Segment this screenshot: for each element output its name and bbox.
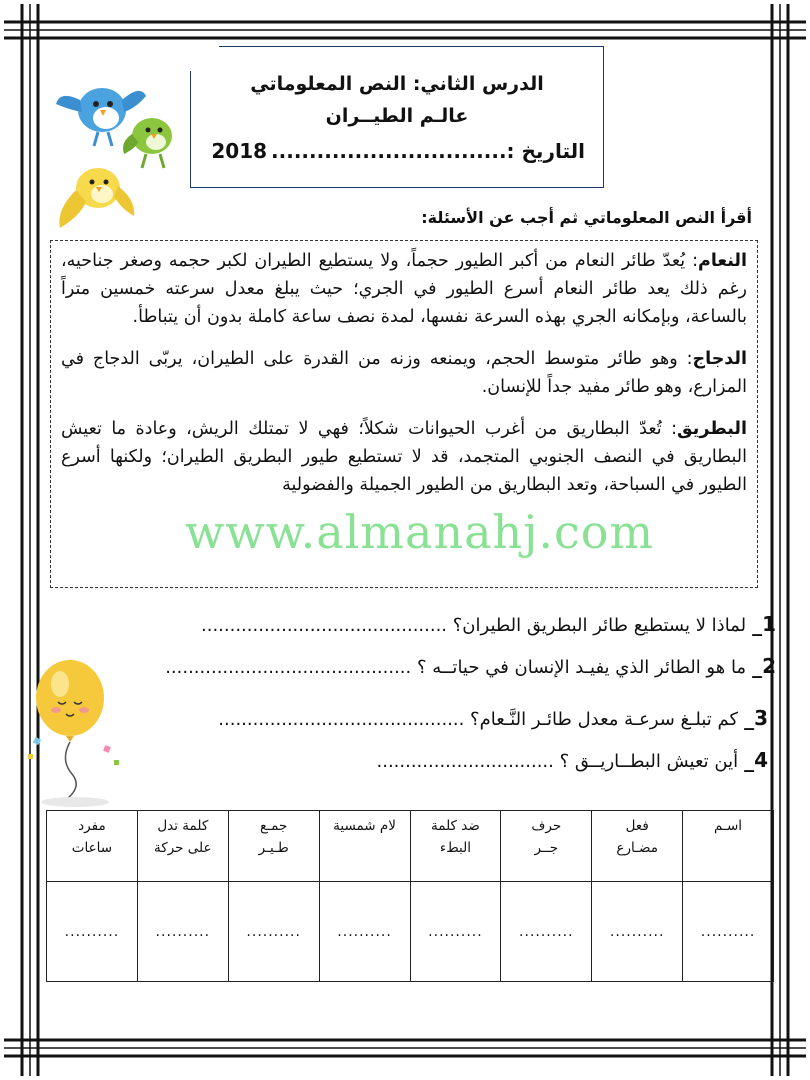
- term-ostrich: النعام: [698, 251, 747, 271]
- table-header-cell: اسـم: [683, 811, 774, 882]
- paragraph-penguin-text: : تُعدّ البطاريق من أغرب الحيوانات شكلاً؛ فهي لا تمتلك الريش، وعادة ما تعيش البطاريق في النصف الجنوبي المتجمد، قد لا تستطيع طيور البطريق الطيران؛ ولكنها أسرع الطيور في السباحة، وتعد البطاريق من الطيور الجميلة والفضولية: [61, 419, 747, 495]
- table-header-cell: مفرد ساعات: [47, 811, 138, 882]
- lesson-topic: عالـم الطيــران: [325, 105, 469, 127]
- birds-illustration: [50, 70, 200, 240]
- lesson-header-box: [190, 46, 604, 188]
- watermark: www.almanahj.com: [185, 505, 655, 559]
- grammar-table: [46, 810, 774, 982]
- paragraph-chicken: [61, 345, 747, 401]
- question-2-text[interactable]: ما هو الطائر الذي يفيـد الإنسان في حياتــه ؟ ...........................................: [165, 657, 747, 678]
- question-1-text[interactable]: لماذا لا يستطيع طائر البطريق الطيران؟ ...........................................: [201, 615, 747, 636]
- answer-cell[interactable]: ..........: [501, 882, 592, 982]
- date-year: 2018: [211, 139, 268, 163]
- question-1: [201, 612, 776, 636]
- table-header-cell: حرف جــر: [501, 811, 592, 882]
- date-label: التاريخ :...............................: [271, 139, 585, 163]
- paragraph-penguin: [61, 415, 747, 499]
- date-line: [211, 139, 585, 163]
- paragraph-ostrich-text: : يُعدّ طائر النعام من أكبر الطيور حجماً، ولا يستطيع الطيران لكبر حجمه وصغر جناحيه، رغم ذلك يعد طائر النعام أسرع الطيور في الجري؛ حيث يبلغ معدل سرعته خمسين متراً بالساعة، وبإمكانه الجري بهذه السرعة نفسها، لمدة نصف ساعة كاملة بدون أن يتباطأ.: [61, 251, 747, 327]
- lesson-title: الدرس الثاني: النص المعلوماتي: [250, 73, 544, 95]
- answer-cell[interactable]: ..........: [410, 882, 501, 982]
- question-4: [377, 748, 769, 772]
- question-2: [165, 654, 776, 678]
- table-header-row: [47, 811, 774, 882]
- table-header-cell: جمـع طـيـر: [228, 811, 319, 882]
- term-penguin: البطريق: [677, 419, 747, 439]
- table-header-cell: لام شمسية: [319, 811, 410, 882]
- instruction-text: أقرأ النص المعلوماتي ثم أجب عن الأسئلة:: [421, 208, 752, 227]
- answer-cell[interactable]: ..........: [592, 882, 683, 982]
- table-answer-row: [47, 882, 774, 982]
- question-2-number: 2_: [752, 654, 776, 678]
- yellow-bird-icon: [59, 168, 134, 228]
- paragraph-ostrich: [61, 247, 747, 331]
- paragraph-chicken-text: : وهو طائر متوسط الحجم، ويمنعه وزنه من القدرة على الطيران، يربّى الدجاج في المزارع، وهو طائر مفيد جداً للإنسان.: [61, 349, 747, 397]
- question-4-text[interactable]: أين تعيش البطــاريــق ؟ ...............................: [376, 751, 739, 772]
- answer-cell[interactable]: ..........: [47, 882, 138, 982]
- reading-passage: [50, 240, 758, 588]
- table-header-cell: كلمة تدل على حركة: [137, 811, 228, 882]
- answer-cell[interactable]: ..........: [137, 882, 228, 982]
- question-3-number: 3_: [744, 706, 768, 730]
- term-chicken: الدجاج: [692, 349, 747, 369]
- question-3: [218, 706, 768, 730]
- table-header-cell: فعل مضـارع: [592, 811, 683, 882]
- table-header-cell: ضد كلمة البطء: [410, 811, 501, 882]
- question-3-text[interactable]: كم تبلـغ سرعـة معدل طائـر النَّـعام؟ ...........................................: [218, 709, 739, 730]
- answer-cell[interactable]: ..........: [319, 882, 410, 982]
- question-4-number: 4_: [744, 748, 768, 772]
- answer-cell[interactable]: ..........: [228, 882, 319, 982]
- question-1-number: 1_: [752, 612, 776, 636]
- balloon-icon: [28, 660, 119, 807]
- answer-cell[interactable]: ..........: [683, 882, 774, 982]
- balloon-illustration: [20, 650, 130, 810]
- green-bird-icon: [123, 118, 172, 168]
